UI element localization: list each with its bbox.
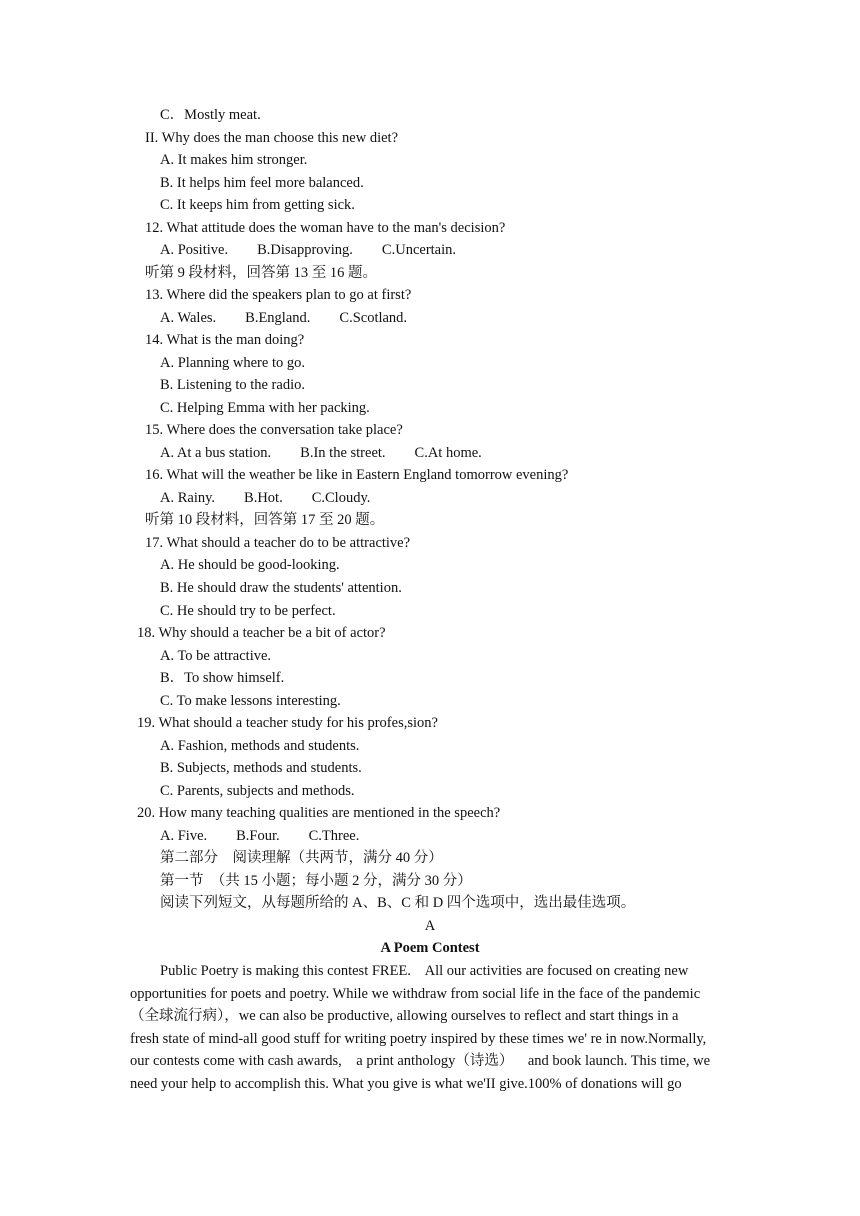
option-line: C. It keeps him from getting sick.	[160, 197, 355, 213]
question-18: 18. Why should a teacher be a bit of actor?	[137, 625, 386, 641]
option-line: A. At a bus station. B.In the street. C.At home.	[160, 445, 482, 461]
option-line: C．Mostly meat.	[160, 107, 261, 123]
option-line: A. Planning where to go.	[160, 355, 305, 371]
question-19: 19. What should a teacher study for his profes,sion?	[137, 715, 438, 731]
option-line: A. Wales. B.England. C.Scotland.	[160, 310, 408, 326]
section-instruction: 听第 10 段材料，回答第 17 至 20 题。	[145, 512, 385, 528]
option-line: B．To show himself.	[160, 670, 285, 686]
option-line: B. Listening to the radio.	[160, 377, 305, 393]
option-line: C. To make lessons interesting.	[160, 693, 341, 709]
option-line: A. To be attractive.	[160, 648, 272, 664]
question-15: 15. Where does the conversation take place?	[145, 422, 403, 438]
option-line: A. Fashion, methods and students.	[160, 738, 360, 754]
option-line: B. It helps him feel more balanced.	[160, 175, 364, 191]
question-20: 20. How many teaching qualities are mentioned in the speech?	[137, 805, 501, 821]
paragraph-line: need your help to accomplish this. What you give is what we'II give.100% of donations will go	[130, 1075, 682, 1092]
option-line: C. He should try to be perfect.	[160, 603, 336, 619]
paragraph-line: Public Poetry is making this contest FREE. All our activities are focused on creating new	[160, 963, 689, 979]
paragraph-line: fresh state of mind-all good stuff for writing poetry inspired by these times we' re in now.Normally,	[130, 1030, 707, 1047]
paragraph-line: opportunities for poets and poetry. While we withdraw from social life in the face of the pandemic	[130, 985, 701, 1002]
question-16: 16. What will the weather be like in Eastern England tomorrow evening?	[145, 467, 569, 483]
option-line: A. Rainy. B.Hot. C.Cloudy.	[160, 490, 371, 506]
section-instruction: 听第 9 段材料，回答第 13 至 16 题。	[145, 265, 377, 281]
option-line: A. It makes him stronger.	[160, 152, 308, 168]
option-line: B. Subjects, methods and students.	[160, 760, 362, 776]
option-line: C. Parents, subjects and methods.	[160, 783, 355, 799]
part-heading: 第二部分 阅读理解（共两节，满分 40 分）	[160, 850, 443, 866]
question-11: II. Why does the man choose this new diet?	[145, 130, 399, 146]
option-line: C. Helping Emma with her packing.	[160, 400, 370, 416]
option-line: A. He should be good-looking.	[160, 557, 340, 573]
option-line: A. Five. B.Four. C.Three.	[160, 828, 360, 844]
option-line: A. Positive. B.Disapproving. C.Uncertain.	[160, 242, 457, 258]
passage-letter: A	[424, 918, 436, 934]
question-13: 13. Where did the speakers plan to go at first?	[145, 287, 412, 303]
paragraph-line: （全球流行病），we can also be productive, allowing ourselves to reflect and start things in a	[130, 1008, 679, 1024]
passage-title: A Poem Contest	[380, 940, 480, 956]
reading-instruction: 阅读下列短文，从每题所给的 A、B、C 和 D 四个选项中，选出最佳选项。	[160, 895, 636, 911]
question-12: 12. What attitude does the woman have to the man's decision?	[145, 220, 506, 236]
passage-paragraph	[130, 960, 740, 1095]
paragraph-line: our contests come with cash awards, a print anthology（诗选） and book launch. This time, we	[130, 1053, 711, 1069]
option-line: B. He should draw the students' attention.	[160, 580, 402, 596]
question-14: 14. What is the man doing?	[145, 332, 305, 348]
section-heading: 第一节 （共 15 小题；每小题 2 分，满分 30 分）	[160, 873, 472, 889]
question-17: 17. What should a teacher do to be attractive?	[145, 535, 411, 551]
